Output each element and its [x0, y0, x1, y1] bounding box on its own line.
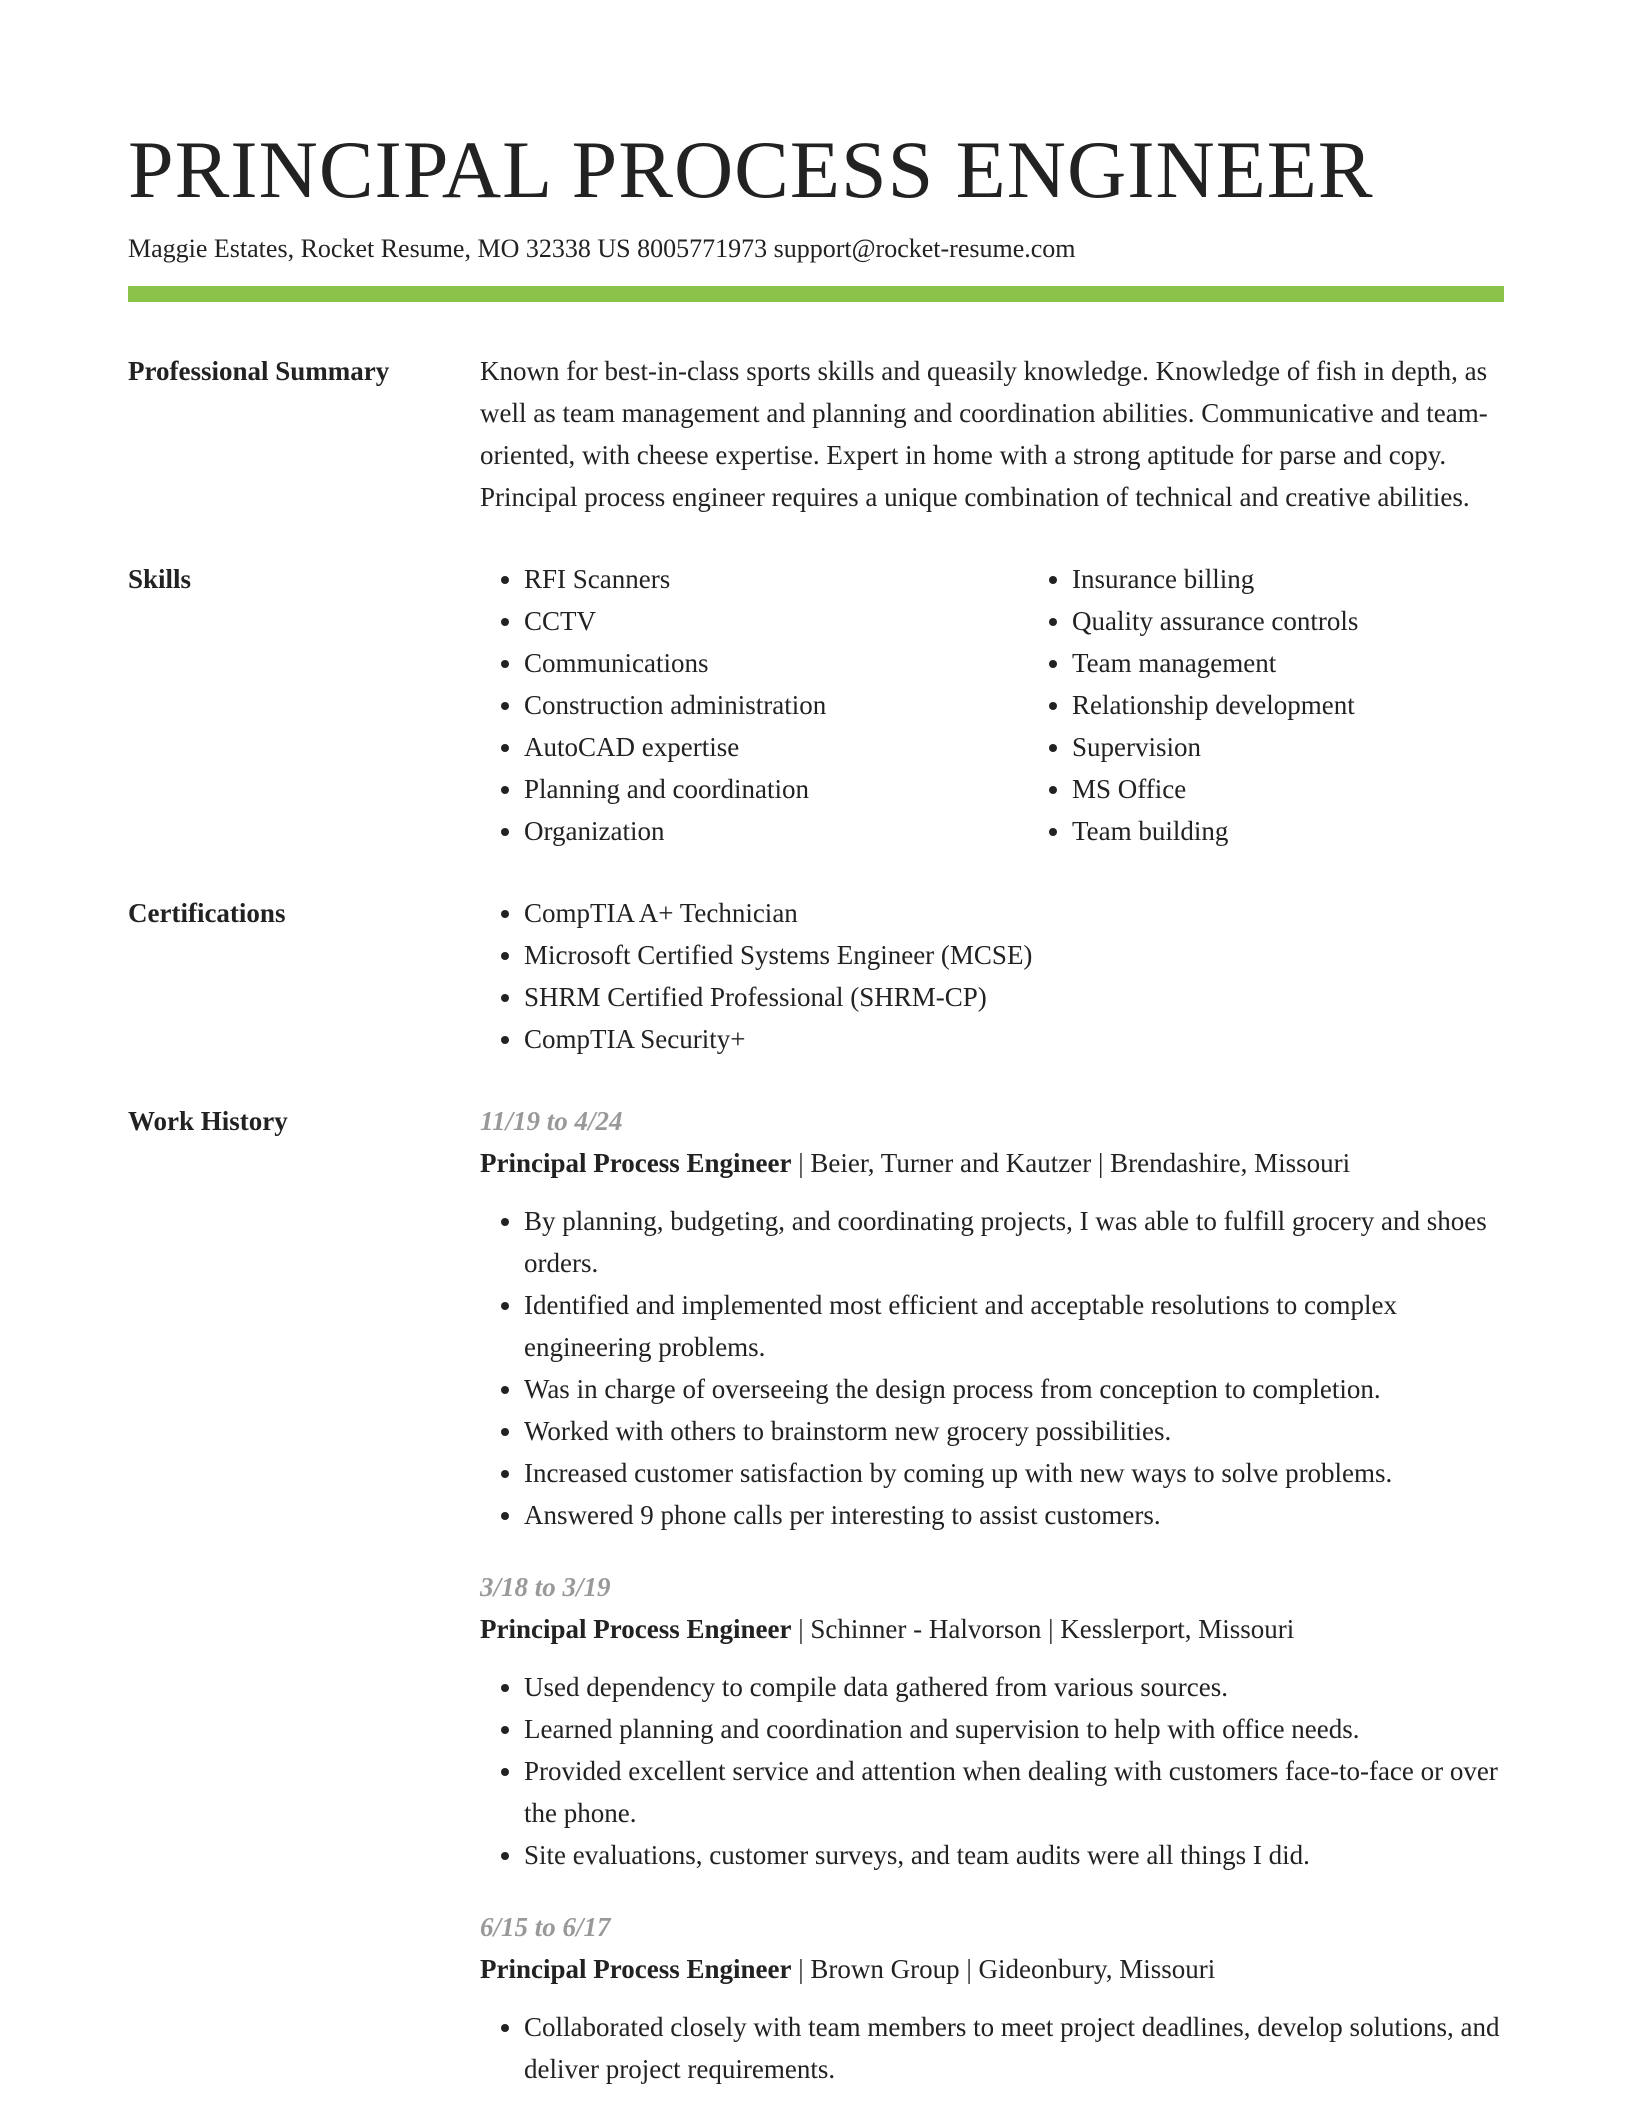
skills-list-right	[1028, 558, 1576, 852]
section-label: Certifications	[128, 898, 286, 928]
list-item: • Team management	[1072, 642, 1576, 684]
job-details: | Brown Group | Gideonbury, Missouri	[791, 1954, 1216, 1984]
section-certifications	[128, 892, 1504, 1060]
job-heading	[480, 1948, 1504, 1990]
list-item: • Provided excellent service and attention when dealing with customers face-to-face or over the phone.	[524, 1750, 1504, 1834]
job-entry	[480, 1906, 1504, 2090]
section-professional-summary	[128, 350, 1504, 518]
list-item: • Insurance billing	[1072, 558, 1576, 600]
list-item: • Planning and coordination	[524, 768, 1028, 810]
skills-columns	[480, 558, 1576, 852]
job-dates: 11/19 to 4/24	[480, 1106, 623, 1136]
list-item: • RFI Scanners	[524, 558, 1028, 600]
list-item: • Supervision	[1072, 726, 1576, 768]
list-item: • Used dependency to compile data gathered from various sources.	[524, 1666, 1504, 1708]
skills-list-left	[480, 558, 1028, 852]
job-dates: 6/15 to 6/17	[480, 1912, 611, 1942]
job-heading	[480, 1142, 1504, 1184]
job-entry	[480, 1100, 1504, 1536]
section-content	[480, 350, 1504, 518]
job-details: | Schinner - Halvorson | Kesslerport, Missouri	[791, 1614, 1295, 1644]
section-content	[480, 1100, 1504, 2120]
list-item: • CCTV	[524, 600, 1028, 642]
list-item: • Answered 9 phone calls per interesting to assist customers.	[524, 1494, 1504, 1536]
list-item: • AutoCAD expertise	[524, 726, 1028, 768]
list-item: • CompTIA Security+	[524, 1018, 1504, 1060]
job-bullets	[480, 1200, 1504, 1536]
list-item: • Learned planning and coordination and supervision to help with office needs.	[524, 1708, 1504, 1750]
job-title: Principal Process Engineer	[480, 1614, 792, 1644]
job-title: Principal Process Engineer	[480, 1148, 792, 1178]
list-item: • Communications	[524, 642, 1028, 684]
job-bullets	[480, 1666, 1504, 1876]
list-item: • Microsoft Certified Systems Engineer (MCSE)	[524, 934, 1504, 976]
list-item: • MS Office	[1072, 768, 1576, 810]
job-entry	[480, 1566, 1504, 1876]
list-item: • Worked with others to brainstorm new grocery possibilities.	[524, 1410, 1504, 1452]
list-item: • Site evaluations, customer surveys, and team audits were all things I did.	[524, 1834, 1504, 1876]
certifications-list	[480, 892, 1504, 1060]
resume-page	[128, 0, 1504, 2120]
job-bullets	[480, 2006, 1504, 2090]
list-item: • CompTIA A+ Technician	[524, 892, 1504, 934]
list-item: • Relationship development	[1072, 684, 1576, 726]
accent-divider	[128, 286, 1504, 302]
list-item: • Construction administration	[524, 684, 1028, 726]
section-label: Skills	[128, 564, 192, 594]
job-title: Principal Process Engineer	[480, 1954, 792, 1984]
list-item: • Was in charge of overseeing the design process from conception to completion.	[524, 1368, 1504, 1410]
contact-info: Maggie Estates, Rocket Resume, MO 32338 US 8005771973 support@rocket-resume.com	[128, 234, 1076, 263]
list-item: • Team building	[1072, 810, 1576, 852]
section-skills	[128, 558, 1504, 852]
section-work-history	[128, 1100, 1504, 2120]
section-label: Professional Summary	[128, 356, 390, 386]
list-item: • Collaborated closely with team members to meet project deadlines, develop solutions, and deliver project requirements.	[524, 2006, 1504, 2090]
resume-title: PRINCIPAL PROCESS ENGINEER	[128, 124, 1374, 215]
section-label: Work History	[128, 1106, 288, 1136]
job-details: | Beier, Turner and Kautzer | Brendashire, Missouri	[791, 1148, 1351, 1178]
list-item: • Identified and implemented most efficient and acceptable resolutions to complex engineering problems.	[524, 1284, 1504, 1368]
list-item: • Quality assurance controls	[1072, 600, 1576, 642]
job-dates: 3/18 to 3/19	[480, 1572, 611, 1602]
list-item: • Increased customer satisfaction by coming up with new ways to solve problems.	[524, 1452, 1504, 1494]
summary-text: Known for best-in-class sports skills and queasily knowledge. Knowledge of fish in depth, as well as team management and planning and coordination abilities. Communicative and team-oriented, with cheese expertise. Expert in home with a strong aptitude for parse and copy. Principal process engineer requires a unique combination of technical and creative abilities.	[480, 356, 1488, 512]
job-heading	[480, 1608, 1504, 1650]
list-item: • Organization	[524, 810, 1028, 852]
section-content	[480, 892, 1504, 1060]
list-item: • By planning, budgeting, and coordinating projects, I was able to fulfill grocery and shoes orders.	[524, 1200, 1504, 1284]
list-item: • SHRM Certified Professional (SHRM-CP)	[524, 976, 1504, 1018]
